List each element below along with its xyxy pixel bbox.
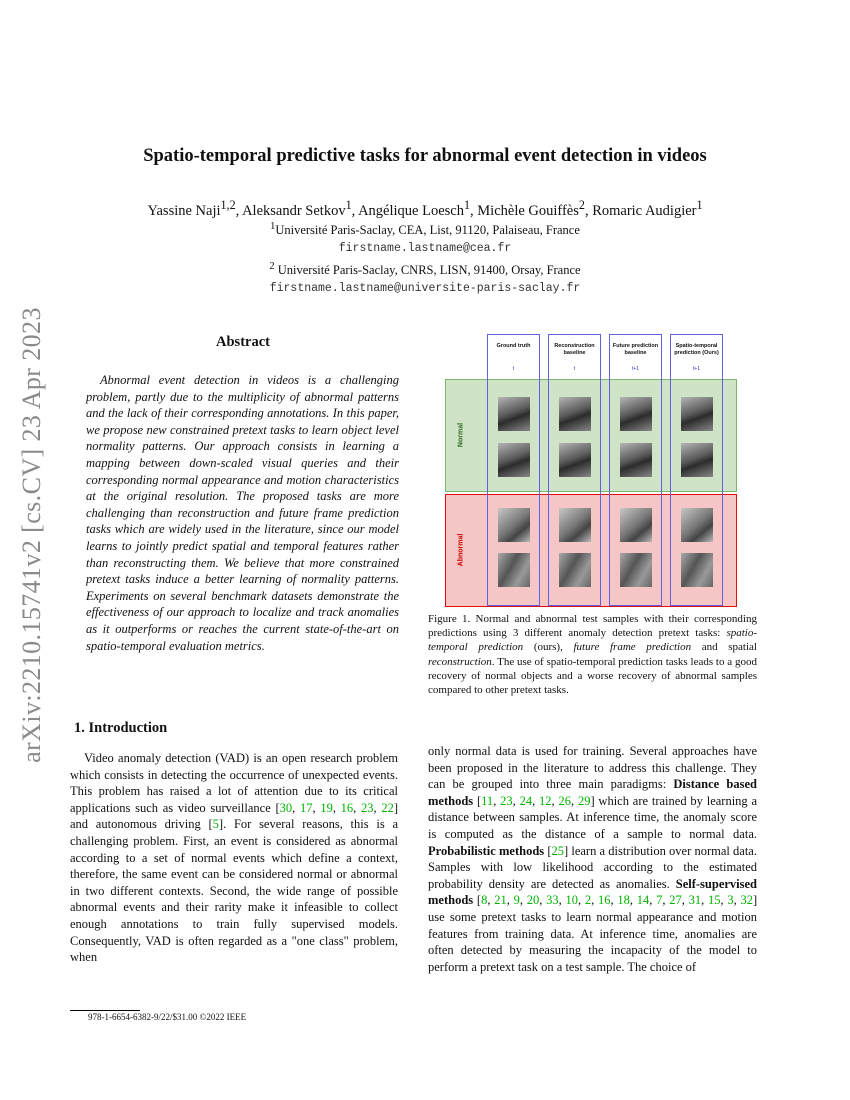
citation-link[interactable]: 32 [740,893,753,908]
aff-text: Université Paris-Saclay, CNRS, LISN, 91400, Orsay, France [274,263,581,278]
citation-link[interactable]: 30 [279,800,293,815]
citation-link[interactable]: 19 [320,800,333,815]
citation-link[interactable]: 11 [481,793,494,808]
sample-thumbnail [498,443,530,477]
author: Michèle Gouiffès [477,202,579,219]
section-heading-introduction: 1. Introduction [74,720,168,736]
citation-link[interactable]: 5 [212,817,219,832]
author: Yassine Naji [147,202,221,219]
sample-thumbnail [498,508,530,542]
citation-link[interactable]: 16 [597,893,611,908]
citation-link[interactable]: 22 [381,800,394,815]
author: Romaric Audigier [592,202,697,219]
citation-link[interactable]: 25 [551,843,564,858]
bold-term: Probabilistic methods [428,843,545,858]
body-text: ] which are trained by learning a distance between samples. At inference time, the anomaly score is computed as the distance of a sample to normal data. [428,793,758,841]
column-header: Future prediction baseline [612,343,659,356]
bold-term: Distance based methods [428,777,757,808]
body-text: only normal data is used for training. Several approaches have been proposed in the literature to address this challenge. They can be grouped into three main paradigms: [428,744,757,792]
normal-label-text: Normal [457,422,465,447]
caption-italic: spatio-temporal prediction [428,627,757,654]
figure-column [609,334,662,606]
right-column-paragraph: only normal data is used for training. Several approaches have been proposed in the literature to address this challenge. They can be grouped into three main paradigms: Distance based methods [11, 23, 24, 12, 26, 29] which are trained by learning a distance between samples. At inference time, the anomaly score is computed as the distance of a sample to normal data. Probabilistic methods [25] learn a distribution over normal data. Samples with low likelihood according to the estimated probability density are detected as anomalies. Self-supervised methods [8, 21, 9, 20, 33, 10, 2, 16, 18, 14, 7, 27, 31, 15, 3, 32] use some pretext tasks to learn normal appearance and motion features from training data. At inference time, anomalies are often detected by measuring the incapacity of the model to perform a pretext task on a test sample. The choice of [428,744,758,974]
aff-sup: 2 [269,261,275,272]
column-time: t+1 [631,366,640,372]
citation-link[interactable]: 20 [526,893,540,908]
paper-title: Spatio-temporal predictive tasks for abnormal event detection in videos [143,146,707,166]
sample-thumbnail [620,443,652,477]
citation-link[interactable]: 17 [299,800,313,815]
citation-link[interactable]: 26 [558,793,571,808]
sample-thumbnail [681,508,713,542]
email-1: firstname.lastname@cea.fr [338,242,512,255]
citation-link[interactable]: 14 [636,893,650,908]
abnormal-label-text: Abnormal [457,533,465,566]
citation-link[interactable]: 33 [546,893,559,908]
column-time: t+1 [692,366,701,372]
sample-thumbnail [681,443,713,477]
citation-link[interactable]: 31 [688,893,702,908]
citation-link[interactable]: 9 [513,893,520,908]
affiliation-1 [0,221,850,238]
sample-thumbnail [559,508,591,542]
bold-term: Self-supervised methods [428,876,757,908]
author-sup: 1 [345,198,352,212]
affiliation-2 [0,261,850,278]
abstract-heading: Abstract [216,334,270,350]
citation-link[interactable]: 10 [565,893,578,908]
citation-link[interactable]: 12 [539,793,552,808]
author-sup: 1,2 [220,198,236,212]
body-text: ] and autonomous driving [ [70,800,399,832]
aff-sup: 1 [270,221,276,232]
body-text: ] learn a distribution over normal data. Samples with low likelihood according to the estimated probability density are detected as anomalies. [428,843,757,891]
sample-thumbnail [620,553,652,587]
figure-caption [428,612,757,697]
copyright-footnote: 978-1-6654-6382-9/22/$31.00 ©2022 IEEE [88,1012,247,1022]
column-header: Spatio-temporal prediction (Ours) [674,343,719,356]
sample-thumbnail [681,397,713,431]
citation-link[interactable]: 21 [494,893,507,908]
column-time: t [573,366,576,372]
caption-text: (ours), [523,641,574,654]
normal-row-label [448,379,474,490]
sample-thumbnail [559,443,591,477]
caption-text: and spatial [691,641,757,654]
sample-thumbnail [620,508,652,542]
sample-thumbnail [620,397,652,431]
citation-link[interactable]: 7 [656,893,663,908]
citation-link[interactable]: 15 [707,893,721,908]
footnote-rule [70,1010,140,1011]
author-sup: 1 [696,198,703,212]
body-text: ] use some pretext tasks to learn normal appearance and motion features from training data. At inference time, anomalies are often detected by measuring the incapacity of the model to perform a pretext task on a test sample. The choice of [428,893,758,974]
caption-text: . The use of spatio-temporal prediction tasks leads to a good recovery of normal objects and a worse recovery of abnormal samples compared to other pretext tasks. [428,655,757,697]
body-text: Video anomaly detection (VAD) is an open research problem which consists in detecting the occurrence of unexpected events. This problem has raised a lot of attention due to its critical applications such as video surveillance [ [70,751,398,815]
figure-column [548,334,601,606]
abnormal-row-label [448,494,474,605]
citation-link[interactable]: 24 [519,793,533,808]
citation-link[interactable]: 29 [577,793,591,808]
author-list: Yassine Naji$^{1,2}$, Aleksandr Setkov$^1$, Angélique Loesch$^1$, Michèle Gouiffès$^2$, Romaric Audigier$^1$ [147,198,703,219]
sample-thumbnail [498,553,530,587]
figure-column [487,334,540,606]
citation-link[interactable]: 23 [500,793,513,808]
sample-thumbnail [559,553,591,587]
caption-italic: reconstruction [428,655,492,668]
author-sup: 2 [578,198,585,212]
sample-thumbnail [498,397,530,431]
intro-paragraph: Video anomaly detection (VAD) is an open research problem which consists in detecting the occurrence of unexpected events. This problem has raised a lot of attention due to its critical applications such as video surveillance [30, 17, 19, 16, 23, 22] and autonomous driving [5]. For several reasons, this is a challenging problem. First, an event is considered as abnormal according to a set of normal events which define a context, therefore, the same event can be considered normal or abnormal in two different contexts. Second, the wide range of possible abnormal events and their rarity make it infeasible to collect enough annotations to train fully supervised models. Consequently, VAD is often regarded as a "one class" problem, when [70,751,399,965]
figure-1 [445,334,738,608]
sample-thumbnail [681,553,713,587]
column-header: Ground truth [496,343,531,349]
sample-thumbnail [559,397,591,431]
column-header: Reconstruction baseline [554,343,595,356]
citation-link[interactable]: 2 [584,893,592,908]
caption-italic: future frame prediction [573,641,692,654]
citation-link[interactable]: 8 [481,893,488,908]
citation-link[interactable]: 27 [669,893,682,908]
email-2: firstname.lastname@universite-paris-saclay.fr [269,282,581,295]
author: Angélique Loesch [358,202,464,219]
arxiv-stamp-text: arXiv:2210.15741v2 [cs.CV] 23 Apr 2023 [17,307,46,763]
arxiv-side-stamp [12,290,52,780]
citation-link[interactable]: 16 [340,800,354,815]
citation-link[interactable]: 3 [727,893,734,908]
aff-text: Université Paris-Saclay, CEA, List, 91120, Palaiseau, France [275,223,580,238]
column-time: t [512,366,515,372]
abstract-text: Abnormal event detection in videos is a challenging problem, partly due to the multiplicity of abnormal patterns and the lack of their corresponding annotations. In this paper, we propose new constrained pretext tasks to learn object level normality patterns. Our approach consists in learning a mapping between down-scaled visual queries and their corresponding normal appearance and motion characteristics at the original resolution. The proposed tasks are more challenging than reconstruction and future frame prediction tasks which are widely used in the literature, since our model learns to jointly predict spatial and temporal features rather than reconstructing them. We believe that more constrained pretext tasks induce a better learning of normality patterns. Experiments on several benchmark datasets demonstrate the effectiveness of our approach to localize and track anomalies as it outperforms or reaches the current state-of-the-art on spatio-temporal evaluation metrics. [86,373,399,653]
citation-link[interactable]: 18 [617,893,630,908]
author: Aleksandr Setkov [242,202,346,219]
author-sup: 1 [463,198,471,212]
caption-text: Figure 1. Normal and abnormal test samples with their corresponding predictions using 3 different anomaly detection pretext tasks: [428,613,757,640]
figure-column [670,334,723,606]
body-text: ]. For several reasons, this is a challenging problem. First, an event is considered as abnormal according to a set of normal events which define a context, therefore, the same event can be considered normal or abnormal in two different contexts. Second, the wide range of possible abnormal events and their rarity make it infeasible to collect enough annotations to train fully supervised models. Consequently, VAD is often regarded as a "one class" problem, when [70,817,398,965]
citation-link[interactable]: 23 [361,800,374,815]
